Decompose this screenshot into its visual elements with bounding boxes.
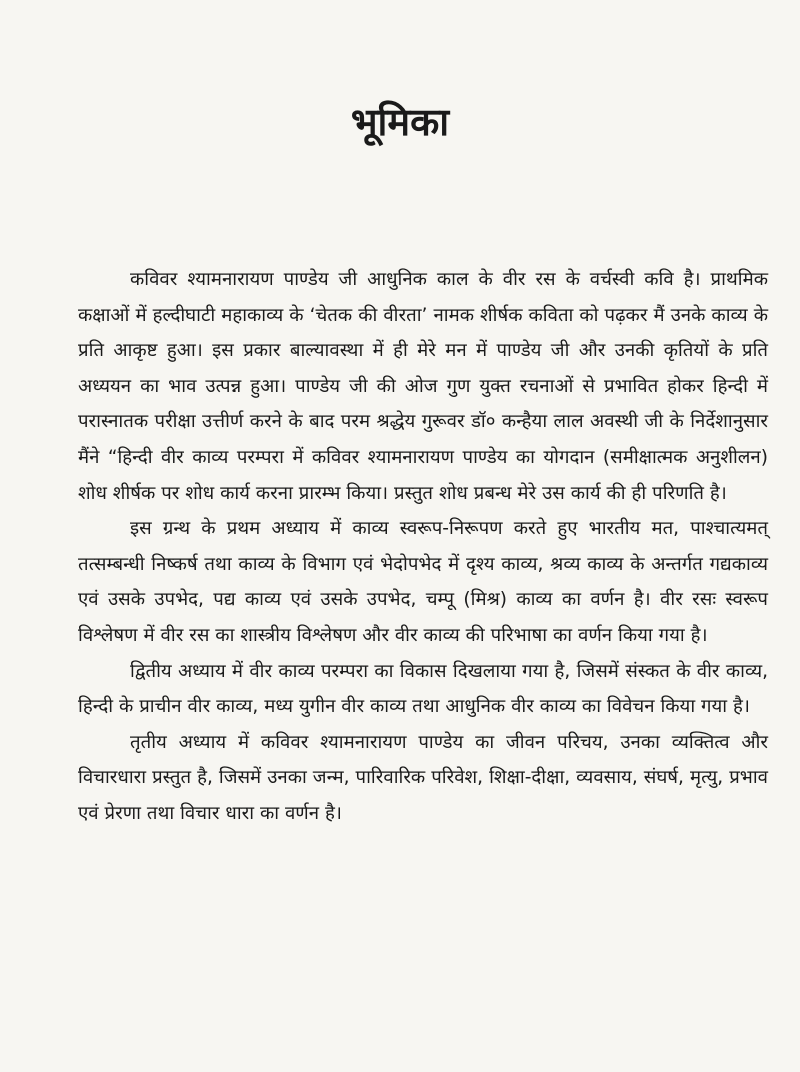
paragraph-chapter-2: द्वितीय अध्याय में वीर काव्य परम्परा का विकास दिखलाया गया है, जिसमें संस्कत के वीर काव्य, हिन्दी के प्राचीन वीर काव्य, मध्य युगीन वीर काव्य तथा आधुनिक वीर काव्य का विवेचन किया गया है।: [78, 660, 768, 718]
paragraph-chapter-1: इस ग्रन्थ के प्रथम अध्याय में काव्य स्वरूप-निरूपण करते हुए भारतीय मत, पाश्चात्यमत् तत्सम्बन्धी निष्कर्ष तथा काव्य के विभाग एवं भेदोपभेद में दृश्य काव्य, श्रव्य काव्य के अन्तर्गत गद्यकाव्य एवं उसके उपभेद, पद्य काव्य एवं उसके उपभेद, चम्पू (मिश्र) काव्य का वर्णन है। वीर रसः स्वरूप विश्लेषण में वीर रस का शास्त्रीय विश्लेषण और वीर काव्य की परिभाषा का वर्णन किया गया है।: [78, 518, 768, 646]
page-title: भूमिका: [350, 100, 450, 144]
paragraph-chapter-3: तृतीय अध्याय में कविवर श्यामनारायण पाण्डेय का जीवन परिचय, उनका व्यक्तित्व और विचारधारा प्रस्तुत है, जिसमें उनका जन्म, पारिवारिक परिवेश, शिक्षा-दीक्षा, व्यवसाय, संघर्ष, मृत्यु, प्रभाव एवं प्रेरणा तथा विचार धारा का वर्णन है।: [78, 731, 768, 824]
paragraph-intro: कविवर श्यामनारायण पाण्डेय जी आधुनिक काल के वीर रस के वर्चस्वी कवि है। प्राथमिक कक्षाओं में हल्दीघाटी महाकाव्य के ‘चेतक की वीरता’ नामक शीर्षक कविता को पढ़कर मैं उनके काव्य के प्रति आकृष्ट हुआ। इस प्रकार बाल्यावस्था में ही मेरे मन में पाण्डेय जी और उनकी कृतियों के प्रति अध्ययन का भाव उत्पन्न हुआ। पाण्डेय जी की ओज गुण युक्त रचनाओं से प्रभावित होकर हिन्दी में परास्नातक परीक्षा उत्तीर्ण करने के बाद परम श्रद्धेय गुरूवर डॉ० कन्हैया लाल अवस्थी जी के निर्देशानुसार मैंने “हिन्दी वीर काव्य परम्परा में कविवर श्यामनारायण पाण्डेय का योगदान (समीक्षात्मक अनुशीलन) शोध शीर्षक पर शोध कार्य करना प्रारम्भ किया। प्रस्तुत शोध प्रबन्ध मेरे उस कार्य की ही परिणति है।: [78, 269, 768, 504]
body-text: [78, 262, 768, 832]
